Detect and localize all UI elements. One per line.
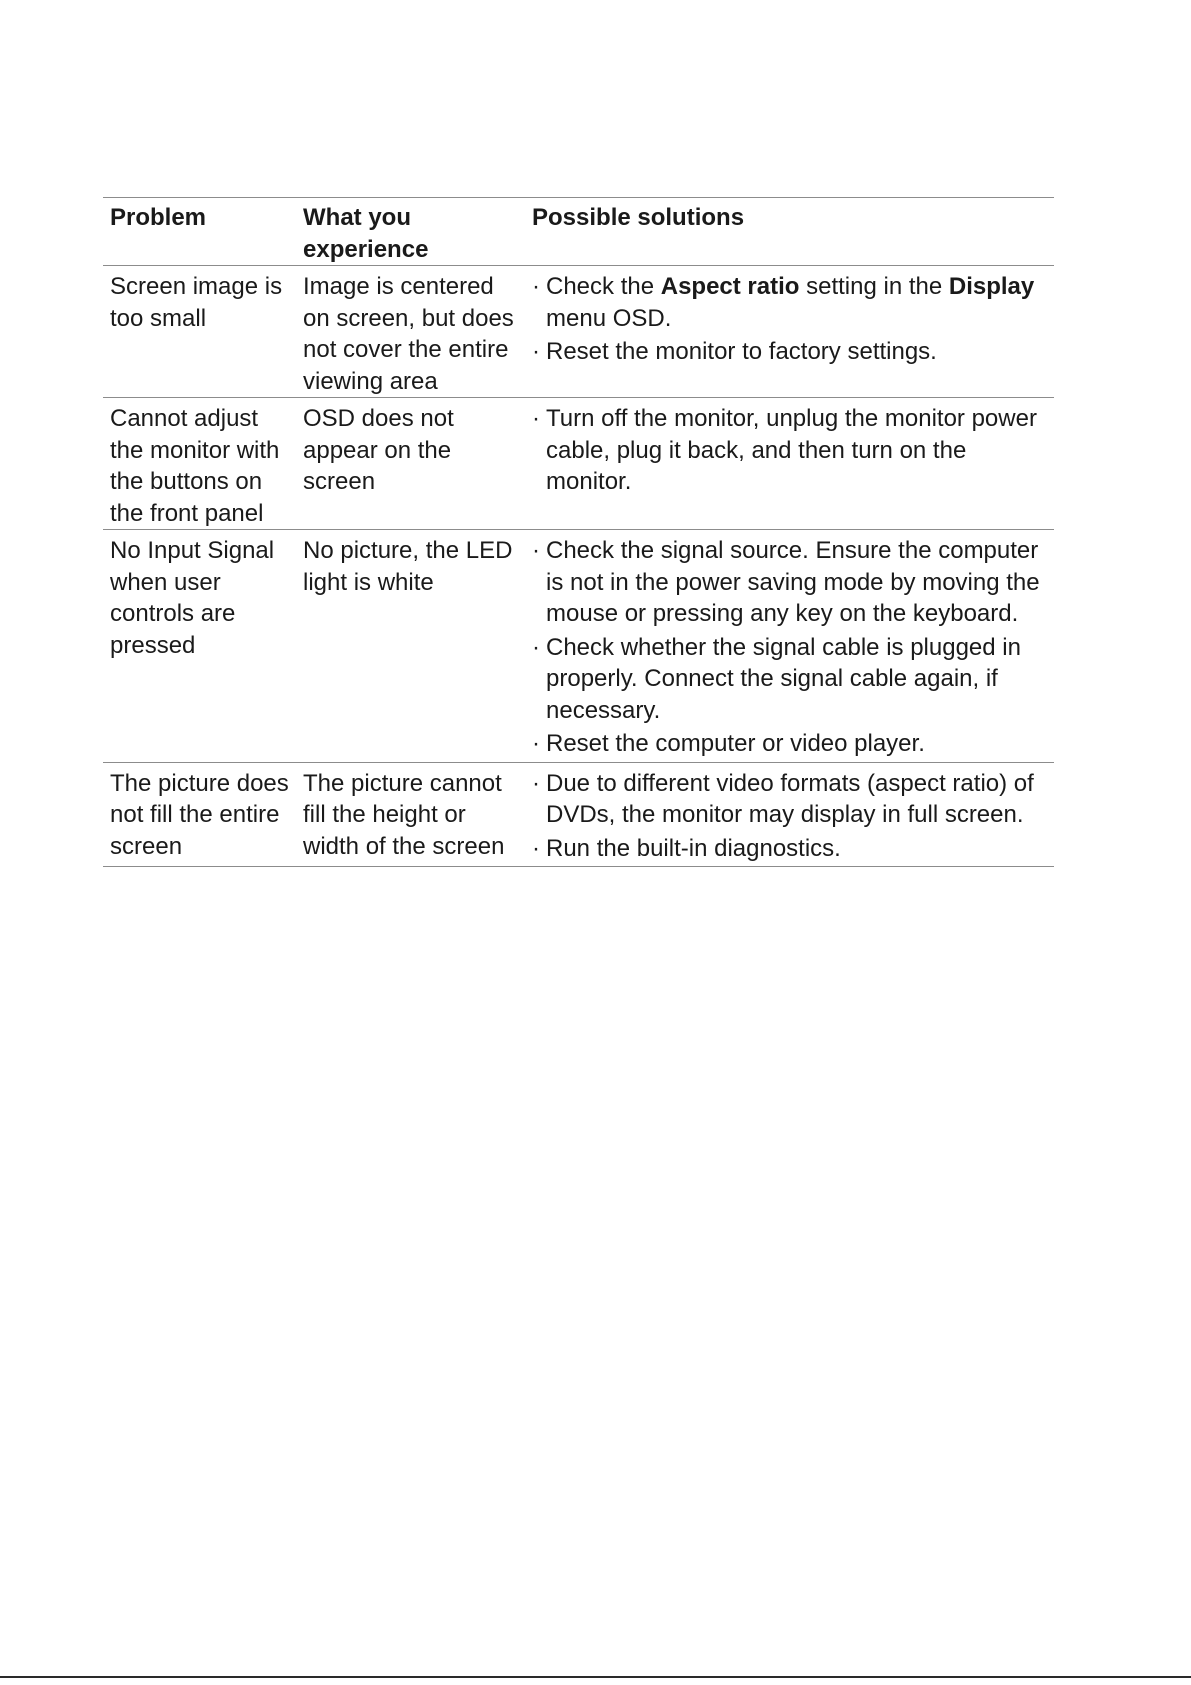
bullet-icon: · — [532, 633, 540, 661]
table-row — [103, 266, 1054, 398]
solution-text: Check the — [546, 273, 661, 300]
experience-cell: The picture cannot fill the height or width of the screen — [296, 762, 525, 867]
bullet-icon: · — [532, 537, 540, 564]
solution-item — [532, 768, 1048, 831]
solutions-cell — [525, 530, 1054, 763]
bullet-icon: · — [532, 338, 540, 365]
experience-cell: Image is centered on screen, but does not cover the entire viewing area — [296, 266, 525, 398]
table-header-row — [103, 198, 1054, 266]
troubleshooting-table — [103, 197, 1054, 867]
page-bottom-rule — [0, 1676, 1191, 1678]
experience-cell: No picture, the LED light is white — [296, 530, 525, 763]
solution-text: Check the signal source. Ensure the computer is not in the power saving mode by moving the mouse or pressing any key on the keyboard. — [546, 537, 1040, 627]
experience-cell: OSD does not appear on the screen — [296, 398, 525, 530]
bullet-icon: · — [532, 769, 540, 797]
solution-text: Reset the monitor to factory settings. — [546, 338, 937, 365]
solutions-cell — [525, 398, 1054, 530]
solutions-list — [532, 535, 1048, 760]
solution-bold-term: Display — [948, 273, 1035, 300]
bullet-icon: · — [532, 730, 540, 757]
solution-item — [532, 336, 1048, 368]
solution-text: setting in the — [799, 273, 949, 300]
solution-item — [532, 535, 1048, 630]
solution-text: Due to different video formats (aspect ratio) of DVDs, the monitor may display in full screen. — [546, 769, 1034, 828]
solution-text: menu OSD. — [546, 304, 672, 332]
solutions-list — [532, 768, 1048, 865]
bullet-icon: · — [532, 273, 540, 300]
bullet-icon: · — [532, 405, 540, 432]
header-what-you-experience: What you experience — [296, 198, 525, 266]
solutions-cell — [525, 762, 1054, 867]
table-row — [103, 762, 1054, 867]
solutions-list — [532, 271, 1048, 368]
problem-cell: Screen image is too small — [103, 266, 296, 398]
problem-cell: No Input Signal when user controls are pressed — [103, 530, 296, 763]
solution-text: Turn off the monitor, unplug the monitor power cable, plug it back, and then turn on the monitor. — [546, 405, 1037, 495]
header-possible-solutions: Possible solutions — [525, 198, 1054, 266]
table-row — [103, 398, 1054, 530]
troubleshooting-table-wrapper — [103, 197, 1054, 867]
solution-item — [532, 271, 1048, 334]
table-body — [103, 266, 1054, 867]
solution-item — [532, 632, 1048, 727]
problem-cell: The picture does not fill the entire screen — [103, 762, 296, 867]
header-problem: Problem — [103, 198, 296, 266]
table-row — [103, 530, 1054, 763]
solution-item — [532, 833, 1048, 865]
solution-item — [532, 728, 1048, 760]
solution-bold-term: Aspect ratio — [660, 273, 800, 300]
solutions-list — [532, 403, 1048, 498]
solution-text: Run the built-in diagnostics. — [546, 834, 841, 862]
bullet-icon: · — [532, 834, 540, 862]
solution-text: Check whether the signal cable is plugged in properly. Connect the signal cable again, if necessary. — [546, 633, 1021, 724]
solutions-cell — [525, 266, 1054, 398]
problem-cell: Cannot adjust the monitor with the buttons on the front panel — [103, 398, 296, 530]
solution-text: Reset the computer or video player. — [546, 730, 925, 757]
solution-item — [532, 403, 1048, 498]
